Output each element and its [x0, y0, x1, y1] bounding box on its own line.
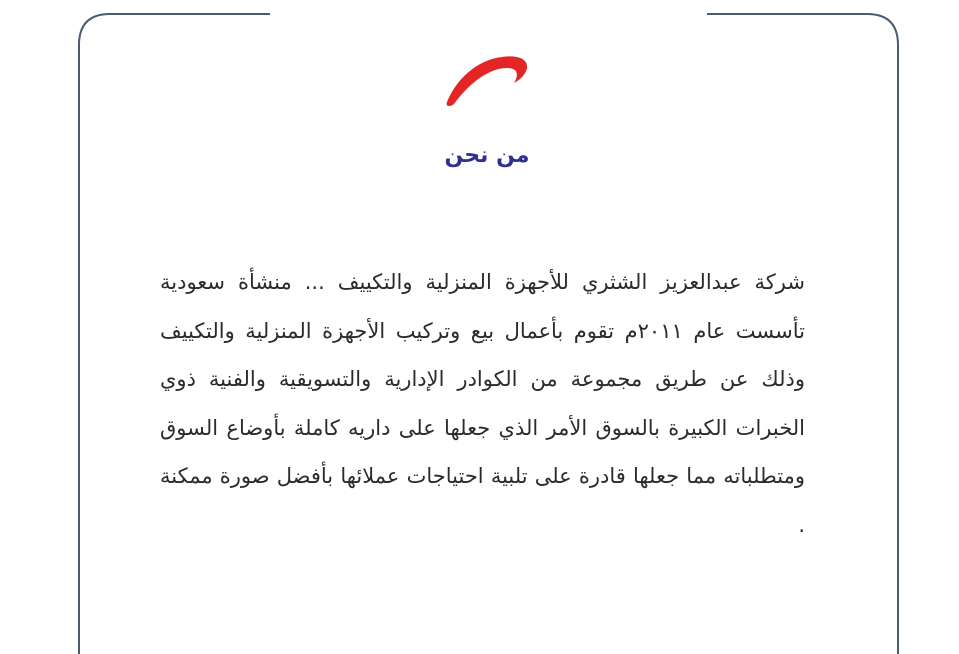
- swoosh-shape: [447, 56, 527, 106]
- about-paragraph: شركة عبدالعزيز الشثري للأجهزة المنزلية والتكييف ... منشأة سعودية تأسست عام ٢٠١١م تقوم بأعمال بيع وتركيب الأجهزة المنزلية والتكييف وذلك عن طريق مجموعة من الكوادر الإدارية والتسويقية والفنية ذوي الخبرات الكبيرة بالسوق الأمر الذي جعلها على داريه كاملة بأوضاع السوق ومتطلباته مما جعلها قادرة على تلبية احتياجات عملائها بأفضل صورة ممكنة .: [160, 270, 805, 537]
- brand-swoosh-icon: [440, 50, 532, 110]
- section-title: من نحن: [444, 143, 530, 168]
